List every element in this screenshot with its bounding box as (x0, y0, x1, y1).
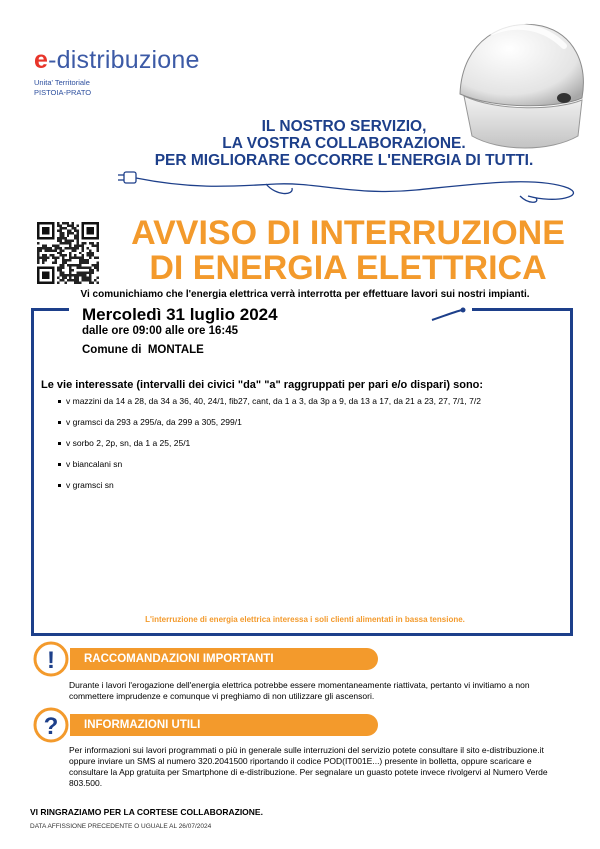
question-icon (33, 707, 69, 743)
outage-municipality (82, 344, 204, 356)
logo-wordmark (34, 46, 200, 75)
street-item: v biancalani sn (58, 459, 558, 470)
thanks-message: VI RINGRAZIAMO PER LA CORTESE COLLABORAZIONE. (30, 807, 263, 817)
streets-heading: Le vie interessate (intervalli dei civici "da" "a" raggruppati per pari e/o dispari) sono: (41, 379, 484, 391)
unit-label (34, 78, 200, 98)
box-top-border-right (472, 308, 573, 311)
slogan-line-3: PER MIGLIORARE OCCORRE L'ENERGIA DI TUTTI. (154, 152, 534, 169)
streets-list (58, 396, 558, 501)
municipality-name: MONTALE (147, 344, 204, 356)
pen-stroke-decoration (430, 300, 480, 326)
notice-intro: Vi comunichiamo che l'energia elettrica verrà interrotta per effettuare lavori sui nostri impianti. (80, 289, 530, 300)
outage-hours: dalle ore 09:00 alle ore 16:45 (82, 325, 238, 337)
notice-title-line-2: DI ENERGIA ELETTRICA (149, 249, 547, 287)
slogan-line-1: IL NOSTRO SERVIZIO, (261, 118, 427, 135)
exclamation-icon (33, 641, 69, 677)
plug-cable-illustration (116, 166, 592, 208)
box-top-border-left (31, 308, 69, 311)
info-text: Per informazioni sui lavori programmati o più in generale sulle interruzioni del servizio potete consultare il sito e-distribuzione.it oppure inviare un SMS al numero 320.2041500 riportando il codice POD(IT001E...) presente in bolletta, oppure scaricare e consultare la App gratuita per Smartphone di e-distribuzione. Per segnalare un guasto potete invece rivolgervi al Numero Verde 803.500. (69, 745, 548, 788)
recommendations-text: Durante i lavori l'erogazione dell'energia elettrica potrebbe essere momentaneamente riattivata, pertanto vi invitiamo a non commettere imprudenze e comunque vi preghiamo di non utilizzare gli ascensori. (69, 680, 530, 701)
outage-date: Mercoledì 31 luglio 2024 (82, 305, 278, 324)
recommendations-heading: RACCOMANDAZIONI IMPORTANTI (70, 648, 378, 670)
unit-line-1: Unita' Territoriale (34, 78, 90, 87)
qr-code (37, 222, 99, 284)
info-heading: INFORMAZIONI UTILI (70, 714, 378, 736)
question-glyph: ? (43, 713, 59, 740)
municipality-label: Comune di (82, 344, 142, 356)
logo-e-mark: e (34, 46, 49, 74)
slogan (104, 118, 584, 169)
slogan-line-2: LA VOSTRA COLLABORAZIONE. (222, 135, 466, 152)
exclamation-glyph: ! (47, 647, 55, 674)
street-item: v mazzini da 14 a 28, da 34 a 36, 40, 24/1, fib27, cant, da 1 a 3, da 3p a 9, da 13 a 17, da 21 a 23, 27, 7/1, 7/2 (58, 396, 558, 407)
street-item: v gramsci da 293 a 295/a, da 299 a 305, 299/1 (58, 417, 558, 428)
notice-title (104, 216, 592, 286)
street-item: v sorbo 2, 2p, sn, da 1 a 25, 25/1 (58, 438, 558, 449)
notice-title-line-1: AVVISO DI INTERRUZIONE (131, 214, 565, 252)
unit-line-2: PISTOIA-PRATO (34, 88, 92, 97)
logo-text: -distribuzione (48, 46, 200, 74)
posting-date: DATA AFFISSIONE PRECEDENTE O UGUALE AL 26/07/2024 (30, 823, 212, 830)
low-voltage-note: L'interruzione di energia elettrica interessa i soli clienti alimentati in bassa tensione. (145, 615, 465, 624)
street-item: v gramsci sn (58, 480, 558, 491)
company-logo (34, 46, 200, 98)
